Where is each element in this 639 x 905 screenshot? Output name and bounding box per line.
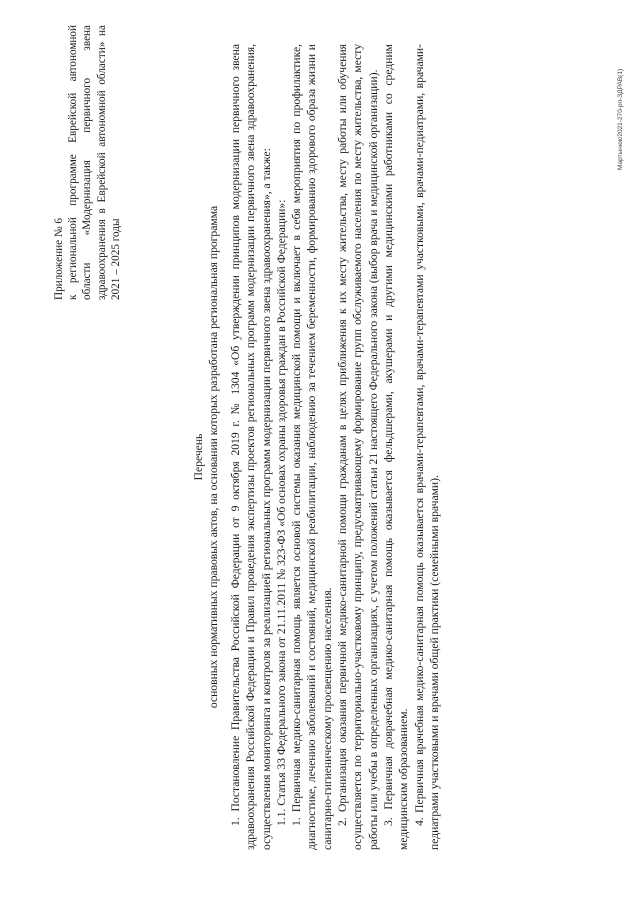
paragraph: 1. Постановление Правительства Российской Федерации от 9 октября 2019 г. № 1304 «Об утверждении принципов модернизации первичного звена здравоохранения Российской Федерации и Правил проведения экспертизы проектов региональных программ модернизации первичного звена здравоохранения, осуществления мониторинга и контроля за реализацией региональных программ модернизации первичного звена здравоохранения», а также: [229, 44, 273, 850]
appendix-note [52, 25, 123, 300]
appendix-description: к региональной программе Еврейской автономной области «Модернизация первичного звена здравоохранения в Еврейской автономной области» на 2021 – 2025 годы [67, 25, 122, 300]
paragraph: 1. Первичная медико-санитарная помощь является основой системы оказания медицинской помощи и включает в себя мероприятия по профилактике, диагностике, лечению заболеваний и состояний, медицинской реабилитации, наблюдению за течением беременности, формированию здорового образа жизни и санитарно-гигиеническому просвещению населения. [290, 44, 334, 850]
title-block [191, 67, 222, 847]
document-body [228, 44, 442, 850]
paragraph: 2. Организация оказания первичной медико-санитарной помощи гражданам в целях приближения к их месту жительства, месту работы или обучения осуществляется по территориально-участковому принципу, предусматривающему формирование групп обслуживаемого населения по месту жительства, месту работы или учебы в определенных организациях, с учетом положений статьи 21 настоящего Федерального закона (выбор врача и медицинской организации). [336, 44, 380, 850]
paragraph: 1.1. Статья 33 Федерального закона от 21.11.2011 № 323-ФЗ «Об основах охраны здоровья граждан в Российской Федерации»: [274, 199, 288, 826]
page-title: Перечень [192, 433, 205, 481]
page-subtitle: основных нормативных правовых актов, на основании которых разработана региональная программа [207, 205, 221, 709]
paragraph: 3. Первичная доврачебная медико-санитарная помощь оказывается фельдшерами, акушерами и другими медицинскими работниками со средним медицинским образованием. [381, 44, 411, 850]
appendix-number: Приложение № 6 [53, 218, 65, 300]
document-code: Мартынюк/2021-270-рп-ЗДРАВ(1) [617, 68, 624, 170]
paragraph: 4. Первичная врачебная медико-санитарная помощь оказывается врачами-терапевтами, врачами-терапевтами участковыми, врачами-педиатрами, врачами-педиатрами участковыми и врачами общей практики (семейными врачами). [412, 44, 441, 850]
